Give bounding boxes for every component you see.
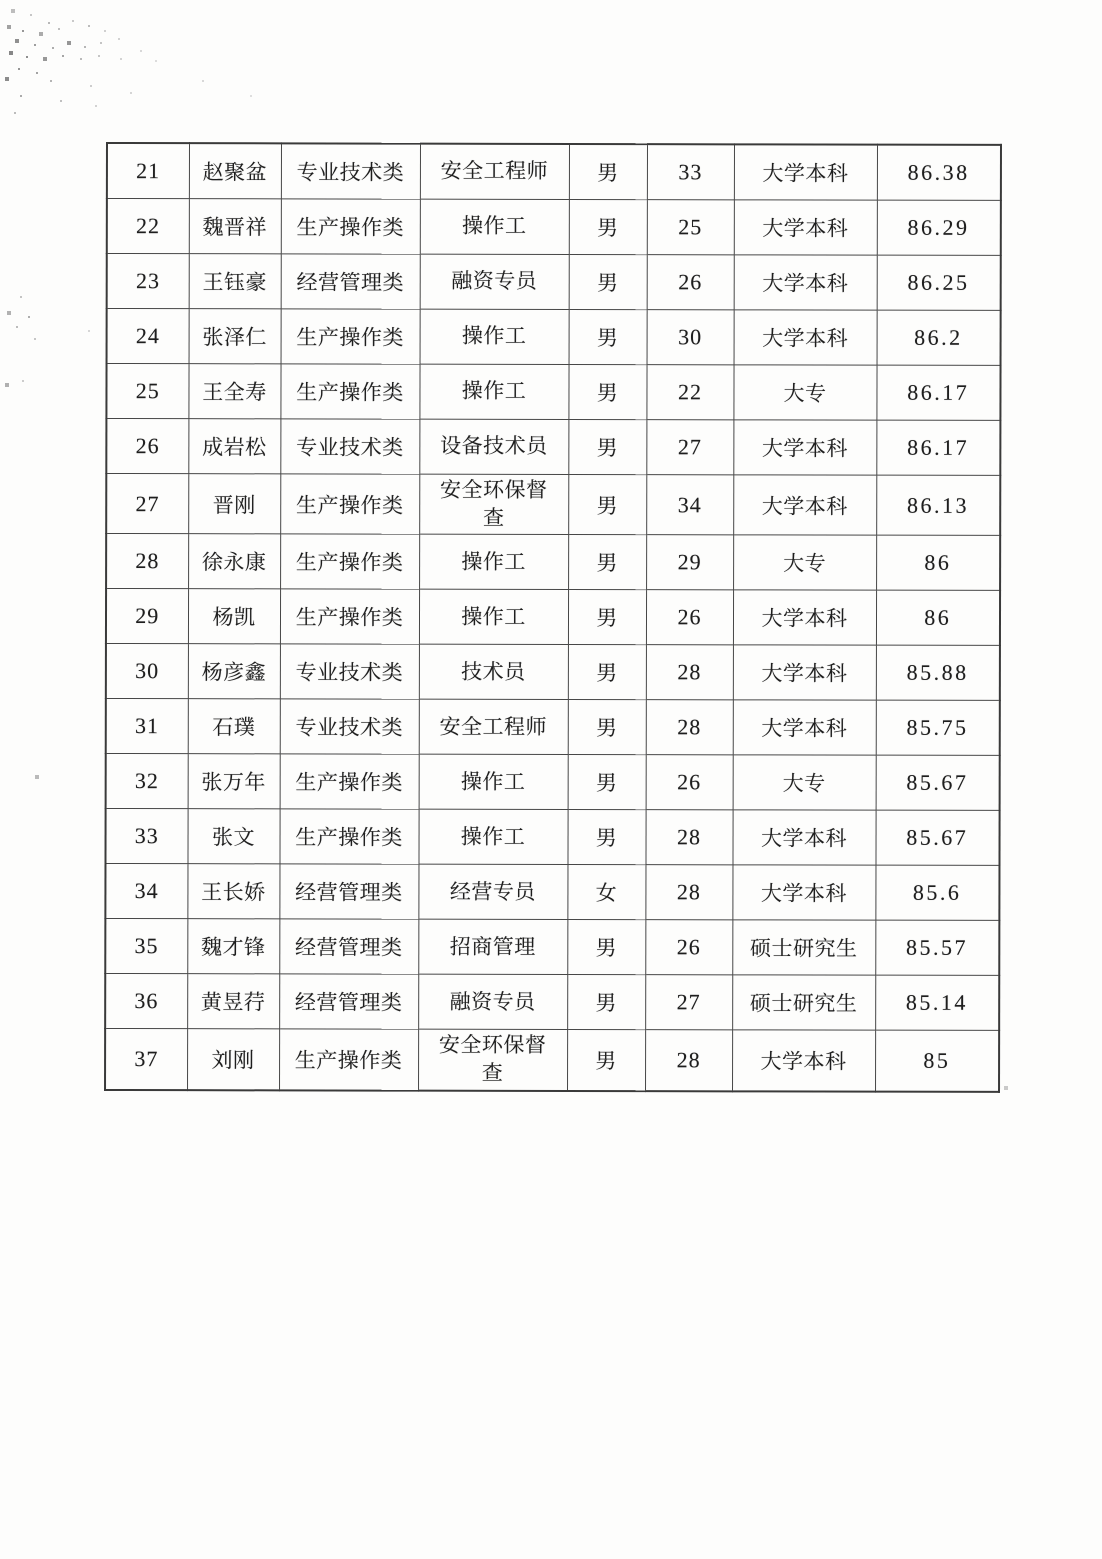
cell-rank: 37 bbox=[105, 1029, 187, 1090]
cell-age: 26 bbox=[646, 755, 733, 810]
cell-score: 85.67 bbox=[876, 756, 1000, 811]
cell-category: 生产操作类 bbox=[280, 534, 419, 589]
cell-rank: 22 bbox=[107, 199, 189, 254]
cell-name: 王钰豪 bbox=[189, 254, 281, 309]
cell-education: 大学本科 bbox=[733, 420, 876, 475]
table-row bbox=[105, 809, 999, 866]
cell-education: 大学本科 bbox=[732, 865, 875, 920]
table-row bbox=[107, 143, 1001, 200]
table-row bbox=[106, 364, 1000, 421]
cell-position bbox=[418, 865, 567, 920]
cell-position bbox=[419, 645, 568, 700]
cell-name: 晋刚 bbox=[188, 474, 280, 535]
cell-age: 28 bbox=[646, 700, 733, 755]
cell-position bbox=[418, 975, 567, 1030]
cell-position-text: 安全工程师 bbox=[440, 158, 549, 184]
cell-score: 85.67 bbox=[875, 811, 999, 866]
cell-age: 27 bbox=[646, 420, 733, 475]
cell-position bbox=[418, 810, 567, 865]
cell-age: 29 bbox=[646, 535, 733, 590]
score-table-wrap bbox=[104, 142, 1000, 1093]
cell-category: 生产操作类 bbox=[279, 809, 418, 864]
cell-name: 王全寿 bbox=[188, 364, 280, 419]
cell-gender: 男 bbox=[567, 1030, 645, 1091]
cell-category: 专业技术类 bbox=[280, 699, 419, 754]
cell-gender: 男 bbox=[568, 755, 646, 810]
table-row bbox=[105, 1029, 999, 1092]
cell-position bbox=[420, 254, 569, 309]
cell-position bbox=[418, 1030, 567, 1091]
cell-name: 张泽仁 bbox=[189, 309, 281, 364]
cell-gender: 男 bbox=[567, 920, 645, 975]
cell-name: 刘刚 bbox=[187, 1029, 279, 1090]
cell-age: 33 bbox=[647, 144, 734, 200]
cell-position bbox=[420, 144, 569, 200]
cell-gender: 男 bbox=[569, 254, 647, 309]
cell-position-text: 融资专员 bbox=[451, 268, 538, 294]
cell-rank: 35 bbox=[105, 919, 187, 974]
cell-score: 86.13 bbox=[876, 475, 1000, 536]
cell-gender: 男 bbox=[568, 419, 646, 474]
cell-position-text: 操作工 bbox=[461, 549, 526, 574]
cell-gender: 男 bbox=[567, 975, 645, 1030]
cell-position bbox=[419, 700, 568, 755]
cell-name: 魏晋祥 bbox=[189, 199, 281, 254]
cell-gender: 男 bbox=[569, 199, 647, 254]
cell-name: 杨凯 bbox=[188, 589, 280, 644]
cell-score: 85.14 bbox=[875, 976, 999, 1031]
cell-category: 专业技术类 bbox=[281, 143, 420, 199]
cell-gender: 男 bbox=[568, 590, 646, 645]
cell-position bbox=[419, 474, 568, 535]
cell-position bbox=[419, 535, 568, 590]
cell-position-text: 招商管理 bbox=[449, 934, 536, 959]
cell-position bbox=[419, 590, 568, 645]
cell-education: 大学本科 bbox=[734, 310, 877, 365]
cell-gender: 男 bbox=[568, 474, 646, 535]
cell-name: 王长娇 bbox=[187, 864, 279, 919]
cell-rank: 33 bbox=[105, 809, 187, 864]
cell-position bbox=[419, 419, 568, 474]
cell-position bbox=[418, 920, 567, 975]
cell-category: 经营管理类 bbox=[279, 974, 418, 1029]
cell-gender: 女 bbox=[567, 865, 645, 920]
cell-gender: 男 bbox=[569, 309, 647, 364]
cell-age: 30 bbox=[647, 310, 734, 365]
cell-score: 86.2 bbox=[877, 310, 1001, 365]
cell-name: 徐永康 bbox=[188, 534, 280, 589]
cell-age: 28 bbox=[645, 865, 732, 920]
table-body bbox=[105, 143, 1001, 1092]
cell-score: 86.17 bbox=[876, 365, 1000, 420]
cell-position-text: 操作工 bbox=[461, 378, 527, 404]
cell-position-text: 经营专员 bbox=[449, 879, 536, 904]
cell-category: 专业技术类 bbox=[280, 644, 419, 699]
cell-category: 经营管理类 bbox=[279, 919, 418, 974]
cell-position-text: 操作工 bbox=[461, 604, 526, 629]
cell-education: 硕士研究生 bbox=[732, 975, 875, 1030]
cell-position bbox=[419, 364, 568, 419]
candidate-score-table bbox=[104, 142, 1002, 1093]
cell-category: 生产操作类 bbox=[280, 474, 419, 535]
cell-rank: 28 bbox=[106, 534, 188, 589]
cell-score: 85 bbox=[875, 1031, 999, 1092]
cell-position bbox=[420, 199, 569, 254]
cell-rank: 23 bbox=[107, 254, 189, 309]
cell-education: 大学本科 bbox=[732, 810, 875, 865]
cell-education: 大专 bbox=[733, 755, 876, 810]
cell-category: 经营管理类 bbox=[281, 254, 420, 309]
cell-age: 34 bbox=[646, 475, 733, 536]
cell-category: 生产操作类 bbox=[281, 199, 420, 254]
cell-rank: 32 bbox=[106, 754, 188, 809]
cell-category: 经营管理类 bbox=[279, 864, 418, 919]
cell-name: 张万年 bbox=[188, 754, 280, 809]
cell-position bbox=[420, 309, 569, 364]
cell-education: 大学本科 bbox=[733, 590, 876, 645]
cell-age: 22 bbox=[646, 365, 733, 420]
cell-name: 黄昱荇 bbox=[187, 974, 279, 1029]
cell-gender: 男 bbox=[568, 700, 646, 755]
cell-age: 26 bbox=[645, 920, 732, 975]
table-row bbox=[106, 699, 1000, 756]
cell-name: 石璞 bbox=[188, 699, 280, 754]
cell-gender: 男 bbox=[568, 535, 646, 590]
table-row bbox=[106, 474, 1000, 536]
cell-position-text: 操作工 bbox=[460, 769, 526, 794]
cell-position-text: 融资专员 bbox=[449, 989, 536, 1014]
table-row bbox=[106, 419, 1000, 476]
cell-score: 85.88 bbox=[876, 646, 1000, 701]
cell-score: 86 bbox=[876, 591, 1000, 646]
cell-rank: 27 bbox=[106, 474, 188, 535]
cell-category: 生产操作类 bbox=[280, 589, 419, 644]
cell-gender: 男 bbox=[567, 810, 645, 865]
table-row bbox=[107, 309, 1001, 366]
cell-gender: 男 bbox=[568, 645, 646, 700]
cell-age: 26 bbox=[647, 255, 734, 310]
cell-age: 27 bbox=[645, 975, 732, 1030]
cell-education: 大学本科 bbox=[734, 200, 877, 255]
cell-age: 26 bbox=[646, 590, 733, 645]
cell-rank: 29 bbox=[106, 589, 188, 644]
table-row bbox=[107, 199, 1001, 256]
cell-education: 硕士研究生 bbox=[732, 920, 875, 975]
cell-position-text: 设备技术员 bbox=[440, 433, 548, 459]
table-row bbox=[106, 534, 1000, 591]
cell-name: 魏才锋 bbox=[187, 919, 279, 974]
cell-score: 85.57 bbox=[875, 921, 999, 976]
cell-name: 杨彦鑫 bbox=[188, 644, 280, 699]
cell-position-text: 技术员 bbox=[461, 659, 526, 684]
table-row bbox=[105, 919, 999, 976]
table-row bbox=[106, 644, 1000, 701]
cell-position-text: 安全工程师 bbox=[439, 714, 548, 739]
table-row bbox=[105, 864, 999, 921]
cell-rank: 21 bbox=[107, 143, 189, 199]
cell-education: 大学本科 bbox=[733, 475, 876, 536]
cell-category: 专业技术类 bbox=[280, 419, 419, 474]
cell-category: 生产操作类 bbox=[280, 364, 419, 419]
cell-education: 大学本科 bbox=[732, 1030, 875, 1091]
cell-name: 张文 bbox=[187, 809, 279, 864]
cell-score: 86.25 bbox=[877, 255, 1001, 310]
cell-education: 大学本科 bbox=[733, 645, 876, 700]
cell-name: 成岩松 bbox=[188, 419, 280, 474]
cell-score: 86 bbox=[876, 536, 1000, 591]
table-row bbox=[106, 589, 1000, 646]
cell-score: 86.17 bbox=[876, 420, 1000, 475]
cell-score: 86.38 bbox=[877, 145, 1001, 201]
cell-education: 大学本科 bbox=[734, 144, 877, 200]
cell-position-text: 安全环保督查 bbox=[438, 1033, 547, 1085]
cell-name: 赵聚盆 bbox=[189, 143, 281, 199]
scan-noise-speckles bbox=[0, 0, 2, 2]
cell-score: 85.6 bbox=[875, 866, 999, 921]
cell-rank: 24 bbox=[107, 309, 189, 364]
cell-age: 28 bbox=[645, 810, 732, 865]
cell-category: 生产操作类 bbox=[281, 309, 420, 364]
cell-score: 86.29 bbox=[877, 200, 1001, 255]
cell-education: 大学本科 bbox=[733, 700, 876, 755]
table-row bbox=[106, 754, 1000, 811]
cell-age: 25 bbox=[647, 200, 734, 255]
cell-rank: 30 bbox=[106, 644, 188, 699]
cell-category: 生产操作类 bbox=[280, 754, 419, 809]
cell-position-text: 操作工 bbox=[461, 323, 527, 349]
cell-rank: 31 bbox=[106, 699, 188, 754]
cell-education: 大专 bbox=[733, 535, 876, 590]
cell-position-text: 操作工 bbox=[460, 824, 526, 849]
cell-gender: 男 bbox=[568, 364, 646, 419]
cell-position-text: 安全环保督查 bbox=[439, 477, 548, 530]
cell-age: 28 bbox=[645, 1030, 732, 1091]
cell-rank: 25 bbox=[106, 364, 188, 419]
cell-position-text: 操作工 bbox=[462, 213, 527, 239]
cell-rank: 36 bbox=[105, 974, 187, 1029]
cell-position bbox=[419, 755, 568, 810]
cell-score: 85.75 bbox=[876, 701, 1000, 756]
table-row bbox=[105, 974, 999, 1031]
cell-rank: 34 bbox=[105, 864, 187, 919]
table-row bbox=[107, 254, 1001, 311]
cell-rank: 26 bbox=[106, 419, 188, 474]
cell-education: 大学本科 bbox=[734, 255, 877, 310]
cell-gender: 男 bbox=[569, 144, 647, 200]
cell-category: 生产操作类 bbox=[279, 1029, 418, 1090]
cell-age: 28 bbox=[646, 645, 733, 700]
cell-education: 大专 bbox=[733, 365, 876, 420]
